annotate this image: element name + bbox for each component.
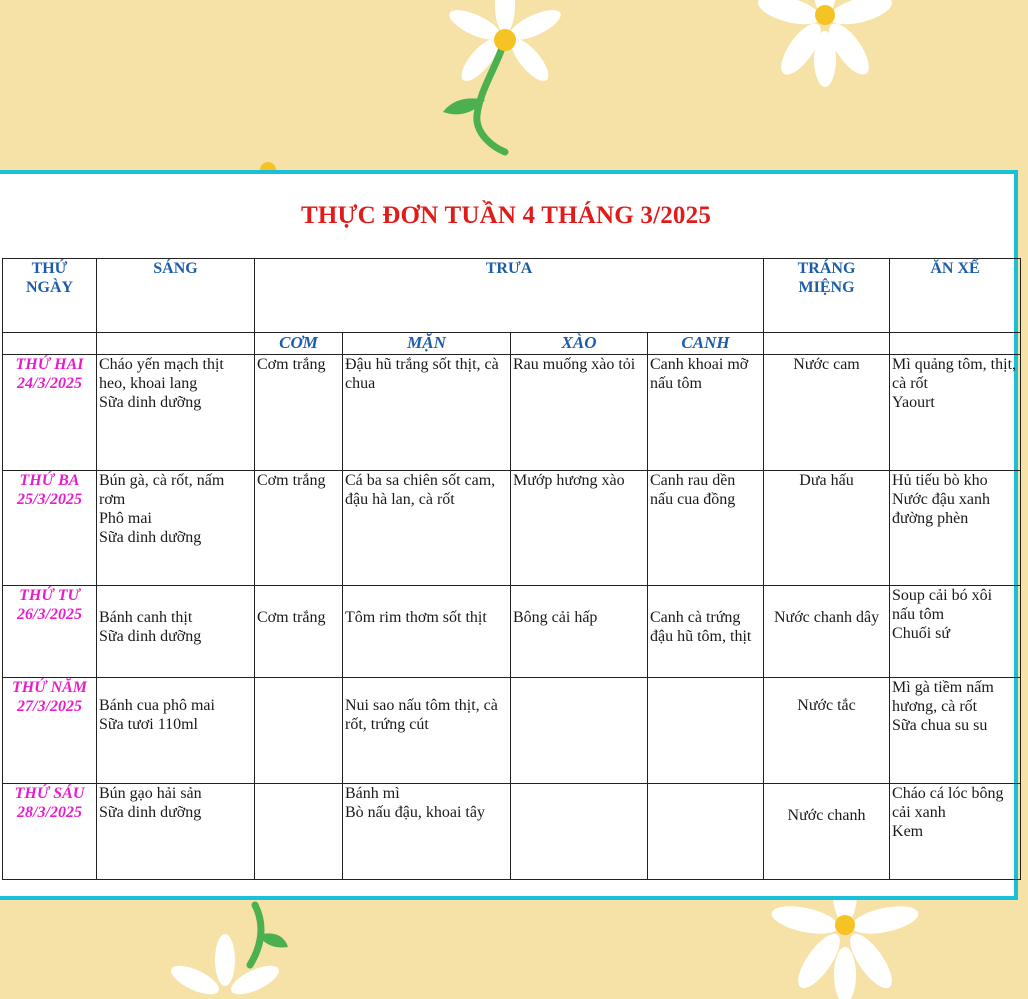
rice-cell: [255, 784, 343, 880]
subheader-stirfry: XÀO: [511, 333, 648, 355]
snack-cell: Mì quảng tôm, thịt, cà rốt Yaourt: [890, 355, 1021, 471]
day-cell: [3, 471, 97, 586]
savory-cell: Cá ba sa chiên sốt cam, đậu hà lan, cà rốt: [343, 471, 511, 586]
date: 27/3/2025: [17, 698, 82, 715]
breakfast-cell: Bánh canh thịt Sữa dinh dưỡng: [97, 586, 255, 678]
snack-cell: Mì gà tiềm nấm hương, cà rốt Sữa chua su su: [890, 678, 1021, 784]
soup-cell: Canh cà trứng đậu hũ tôm, thịt: [648, 586, 764, 678]
stirfry-cell: [511, 784, 648, 880]
table-row: [3, 355, 1021, 471]
weekday: THỨ HAI: [15, 356, 84, 373]
stirfry-cell: Mướp hương xào: [511, 471, 648, 586]
header-lunch: TRƯA: [255, 259, 764, 333]
soup-cell: [648, 678, 764, 784]
snack-cell: Cháo cá lóc bông cải xanh Kem: [890, 784, 1021, 880]
savory-cell: Bánh mì Bò nấu đậu, khoai tây: [343, 784, 511, 880]
menu-table: [2, 258, 1021, 880]
savory-cell: Tôm rim thơm sốt thịt: [343, 586, 511, 678]
dessert-cell: Nước cam: [764, 355, 890, 471]
savory-cell: Đậu hũ trắng sốt thịt, cà chua: [343, 355, 511, 471]
date: 24/3/2025: [17, 375, 82, 392]
header-breakfast: SÁNG: [97, 259, 255, 333]
menu-panel: [0, 170, 1018, 900]
date: 25/3/2025: [17, 491, 82, 508]
date: 26/3/2025: [17, 606, 82, 623]
weekday: THỨ TƯ: [19, 587, 80, 604]
header-dessert: TRÁNG MIỆNG: [764, 259, 890, 333]
day-cell: [3, 355, 97, 471]
snack-cell: Hủ tiếu bò kho Nước đậu xanh đường phèn: [890, 471, 1021, 586]
breakfast-cell: Cháo yến mạch thịt heo, khoai lang Sữa dinh dưỡng: [97, 355, 255, 471]
stirfry-cell: [511, 678, 648, 784]
day-cell: [3, 586, 97, 678]
breakfast-cell: Bún gà, cà rốt, nấm rơm Phô mai Sữa dinh dưỡng: [97, 471, 255, 586]
snack-cell: Soup cải bó xôi nấu tôm Chuối sứ: [890, 586, 1021, 678]
weekday: THỨ BA: [19, 472, 80, 489]
dessert-cell: Nước chanh: [764, 784, 890, 880]
dessert-cell: Nước tắc: [764, 678, 890, 784]
day-cell: [3, 678, 97, 784]
weekday: THỨ SÁU: [14, 785, 85, 802]
subheader-soup: CANH: [648, 333, 764, 355]
table-row: [3, 784, 1021, 880]
page-title: THỰC ĐƠN TUẦN 4 THÁNG 3/2025: [300, 202, 712, 229]
dessert-cell: Nước chanh dây: [764, 586, 890, 678]
breakfast-cell: Bánh cua phô mai Sữa tươi 110ml: [97, 678, 255, 784]
table-row: [3, 586, 1021, 678]
stirfry-cell: Bông cải hấp: [511, 586, 648, 678]
header-day: THỨ NGÀY: [3, 259, 97, 333]
subheader-row: [3, 333, 1021, 355]
rice-cell: Cơm trắng: [255, 586, 343, 678]
table-row: [3, 471, 1021, 586]
soup-cell: Canh khoai mỡ nấu tôm: [648, 355, 764, 471]
dessert-cell: Dưa hấu: [764, 471, 890, 586]
day-cell: [3, 784, 97, 880]
subheader-rice: CƠM: [255, 333, 343, 355]
stirfry-cell: Rau muống xào tỏi: [511, 355, 648, 471]
header-row: [3, 259, 1021, 333]
rice-cell: [255, 678, 343, 784]
rice-cell: Cơm trắng: [255, 355, 343, 471]
breakfast-cell: Bún gạo hải sản Sữa dinh dưỡng: [97, 784, 255, 880]
soup-cell: Canh rau dền nấu cua đồng: [648, 471, 764, 586]
header-snack: ĂN XẾ: [890, 259, 1021, 333]
daisy-icon: [755, 0, 895, 87]
subheader-savory: MẶN: [343, 333, 511, 355]
daisy-icon: [443, 0, 565, 152]
date: 28/3/2025: [17, 804, 82, 821]
daisy-icon: [167, 905, 288, 999]
savory-cell: Nui sao nấu tôm thịt, cà rốt, trứng cút: [343, 678, 511, 784]
table-row: [3, 678, 1021, 784]
weekday: THỨ NĂM: [11, 679, 88, 696]
rice-cell: Cơm trắng: [255, 471, 343, 586]
soup-cell: [648, 784, 764, 880]
